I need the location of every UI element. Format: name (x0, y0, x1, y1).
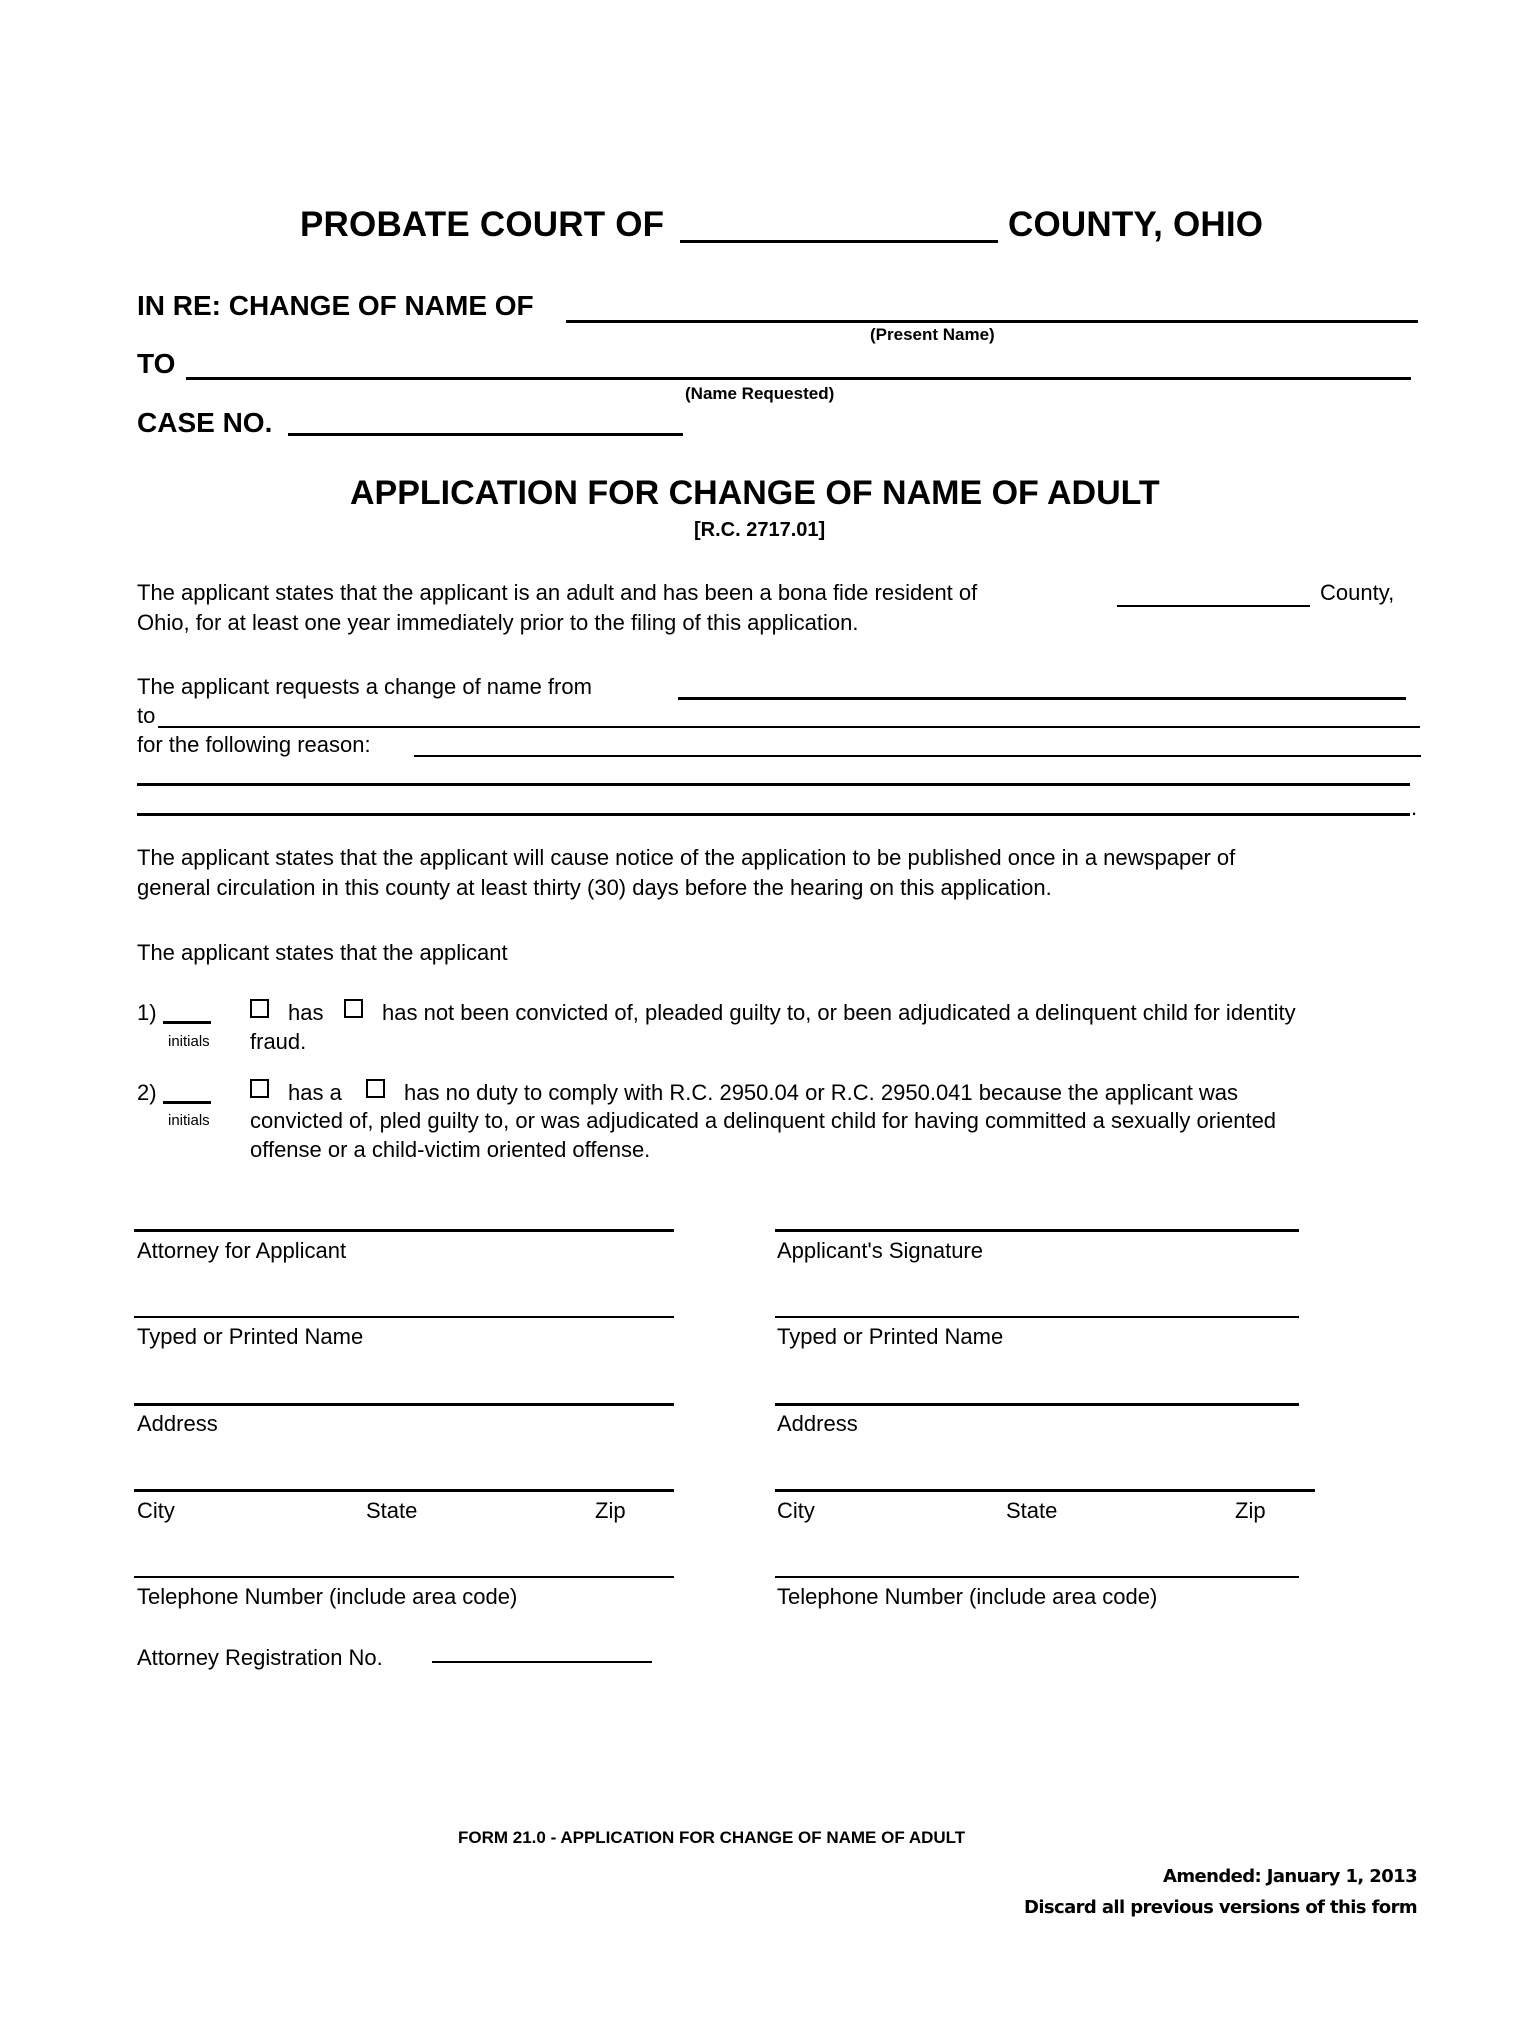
applicant-name-input[interactable] (775, 1283, 1299, 1316)
attorney-registration-label: Attorney Registration No. (137, 1645, 383, 1670)
change-to-underline (158, 726, 1420, 728)
attorney-city-label: City (137, 1498, 175, 1523)
change-from-label: The applicant requests a change of name from (137, 674, 592, 699)
item-2-line-3: offense or a child-victim oriented offense. (250, 1137, 651, 1162)
attorney-signature-line (134, 1229, 674, 1232)
attorney-city-state-zip-input[interactable] (134, 1456, 674, 1489)
item-2-initials-caption: initials (168, 1112, 210, 1129)
name-requested-input[interactable] (186, 346, 1411, 377)
applicant-address-line (775, 1403, 1299, 1406)
attorney-signature-label: Attorney for Applicant (137, 1238, 347, 1263)
applicant-name-line (775, 1316, 1299, 1318)
reason-input-2[interactable] (137, 758, 1410, 783)
applicant-address-input[interactable] (775, 1370, 1299, 1403)
item-1-option-a: has (288, 1000, 324, 1025)
applicant-state-label: State (1006, 1498, 1058, 1523)
attorney-registration-input[interactable] (432, 1638, 652, 1661)
item-2-option-b: has no duty to comply with R.C. 2950.04 or R.C. 2950.041 because the applicant was (404, 1080, 1239, 1105)
attorney-registration-line (432, 1661, 652, 1663)
item-2-option-a: has a (288, 1080, 342, 1105)
notice-text-1: The applicant states that the applicant will cause notice of the application to be published once in a newspaper of (137, 845, 1236, 870)
footer-form-name: FORM 21.0 - APPLICATION FOR CHANGE OF NAME OF ADULT (458, 1828, 966, 1847)
applicant-phone-input[interactable] (775, 1543, 1299, 1576)
attorney-phone-input[interactable] (134, 1543, 674, 1576)
reason-input-3[interactable] (137, 788, 1410, 813)
applicant-address-label: Address (777, 1411, 858, 1436)
case-no-label: CASE NO. (137, 407, 273, 438)
attorney-city-line (134, 1489, 674, 1492)
case-no-underline (288, 433, 683, 436)
attorney-phone-line (134, 1576, 674, 1578)
reason-label: for the following reason: (137, 732, 371, 757)
attorney-name-line (134, 1316, 674, 1318)
name-requested-underline (186, 377, 1411, 380)
reason-period: . (1411, 795, 1418, 820)
court-prefix: PROBATE COURT OF (300, 205, 665, 244)
attorney-state-label: State (366, 1498, 418, 1523)
item-1-number: 1) (137, 1000, 157, 1025)
county-underline (680, 240, 998, 243)
item-2-number: 2) (137, 1080, 157, 1105)
residency-county-word: County, (1320, 580, 1395, 605)
present-name-input[interactable] (566, 288, 1418, 320)
footer-discard-note: Discard all previous versions of this form (1024, 1897, 1417, 1918)
item-1-has-checkbox[interactable] (250, 999, 269, 1018)
item-1-line-2: fraud. (250, 1029, 307, 1054)
to-label: TO (137, 348, 176, 379)
item-2-has-no-duty-checkbox[interactable] (366, 1079, 385, 1098)
present-name-caption: (Present Name) (870, 325, 995, 344)
name-requested-caption: (Name Requested) (685, 384, 835, 403)
form-statute: [R.C. 2717.01] (694, 519, 826, 541)
change-to-input[interactable] (158, 702, 1420, 726)
attorney-address-line (134, 1403, 674, 1406)
reason-underline-2 (137, 783, 1410, 786)
attorney-address-label: Address (137, 1411, 218, 1436)
item-1-initials-caption: initials (168, 1033, 210, 1050)
applicant-city-label: City (777, 1498, 815, 1523)
change-to-label: to (137, 703, 156, 728)
court-county-input[interactable] (680, 205, 998, 239)
item-2-initials-underline (163, 1101, 211, 1104)
form-title: APPLICATION FOR CHANGE OF NAME OF ADULT (350, 474, 1160, 512)
item-1-option-b: has not been convicted of, pleaded guilty to, or been adjudicated a delinquent child for identity (382, 1000, 1296, 1025)
change-from-underline (678, 697, 1406, 700)
item-2-has-a-checkbox[interactable] (250, 1079, 269, 1098)
in-re-label: IN RE: CHANGE OF NAME OF (137, 290, 534, 321)
attorney-name-label: Typed or Printed Name (137, 1324, 364, 1349)
reason-underline-3 (137, 813, 1410, 816)
reason-underline-1 (414, 755, 1421, 757)
item-1-initials-underline (163, 1021, 211, 1024)
states-intro: The applicant states that the applicant (137, 940, 508, 965)
residency-county-input[interactable] (1117, 578, 1310, 605)
applicant-city-state-zip-input[interactable] (775, 1456, 1315, 1489)
applicant-city-line (775, 1489, 1315, 1492)
applicant-phone-label: Telephone Number (include area code) (777, 1584, 1158, 1609)
case-no-input[interactable] (288, 404, 683, 433)
attorney-zip-label: Zip (595, 1498, 626, 1523)
applicant-phone-line (775, 1576, 1299, 1578)
residency-text-2: Ohio, for at least one year immediately prior to the filing of this application. (137, 610, 859, 635)
court-suffix: COUNTY, OHIO (1008, 205, 1264, 244)
attorney-address-input[interactable] (134, 1370, 674, 1403)
applicant-signature-label: Applicant's Signature (777, 1238, 983, 1263)
applicant-zip-label: Zip (1235, 1498, 1266, 1523)
footer-amended: Amended: January 1, 2013 (1163, 1866, 1417, 1887)
item-2-line-2: convicted of, pled guilty to, or was adjudicated a delinquent child for having committed a sexually oriented (250, 1108, 1277, 1133)
change-from-input[interactable] (678, 672, 1406, 697)
attorney-phone-label: Telephone Number (include area code) (137, 1584, 518, 1609)
item-2-initials-input[interactable] (163, 1078, 211, 1101)
residency-text-1: The applicant states that the applicant is an adult and has been a bona fide resident of (137, 580, 978, 605)
residency-county-underline (1117, 605, 1310, 607)
applicant-signature-input[interactable] (775, 1195, 1299, 1229)
present-name-underline (566, 320, 1418, 323)
item-1-has-not-checkbox[interactable] (344, 999, 363, 1018)
item-1-initials-input[interactable] (163, 998, 211, 1021)
applicant-signature-line (775, 1229, 1299, 1232)
attorney-name-input[interactable] (134, 1283, 674, 1316)
attorney-signature-input[interactable] (134, 1195, 674, 1229)
notice-text-2: general circulation in this county at least thirty (30) days before the hearing on this application. (137, 875, 1052, 900)
reason-input-1[interactable] (414, 731, 1421, 755)
applicant-name-label: Typed or Printed Name (777, 1324, 1004, 1349)
